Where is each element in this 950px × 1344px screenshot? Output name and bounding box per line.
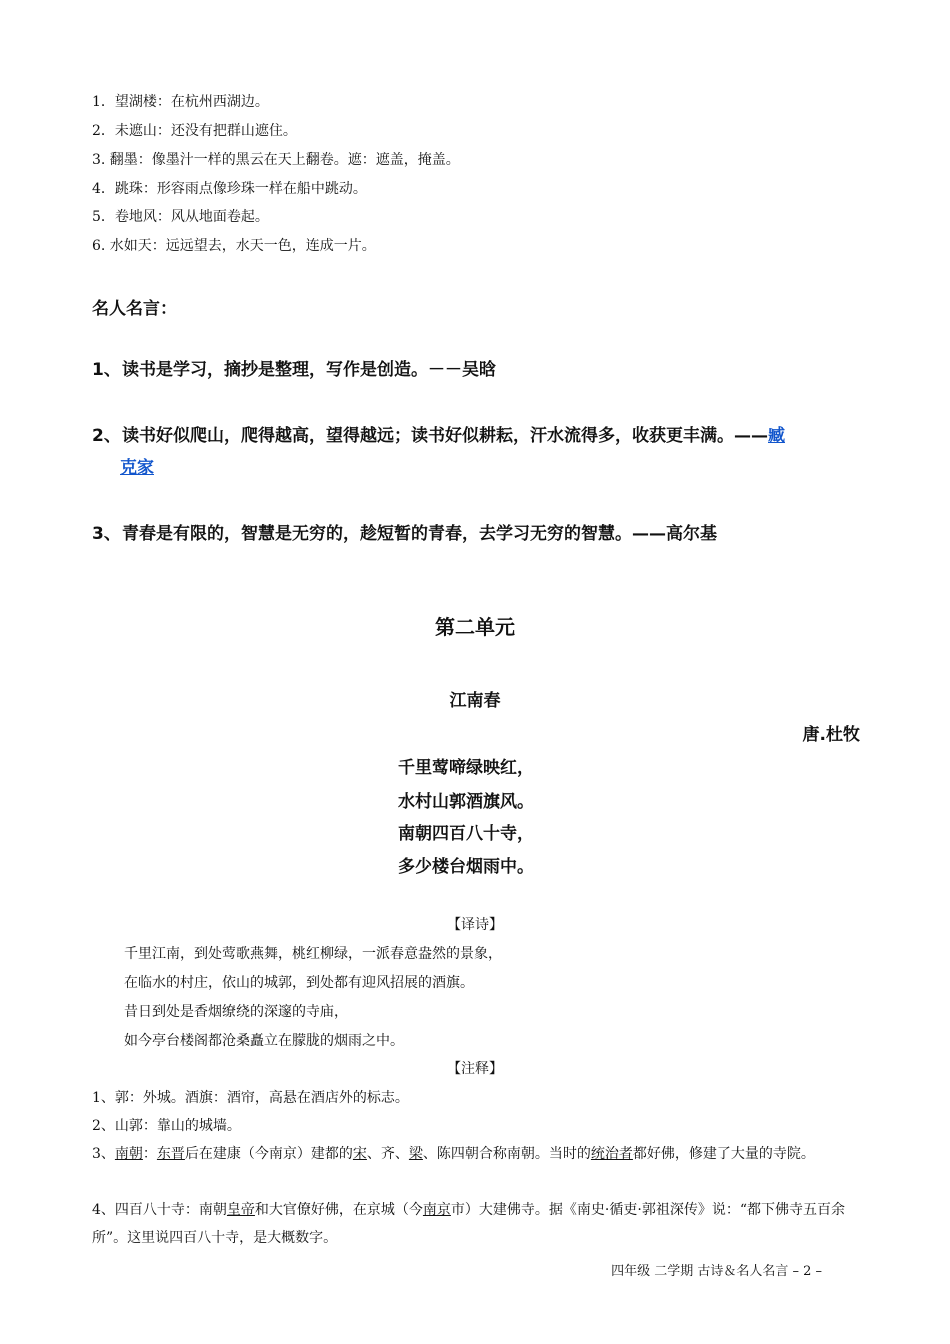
poem-author: 唐.杜牧 [802,725,860,745]
quote-number: 1、 [92,360,121,380]
annotation-3-text: 、齐、 [366,1146,409,1162]
translation-line-3: 昔日到处是香烟缭绕的深邃的寺庙， [124,1004,348,1020]
quote-text: 读书是学习，摘抄是整理，写作是创造。－－吴晗 [122,360,496,380]
term-nanchao: 南朝 [114,1146,143,1162]
annotation-3 [92,1140,862,1168]
term-nanjing: 南京 [422,1202,451,1218]
translation-label: 【译诗】 [447,917,503,933]
annotation-3-text: 后在建康（今南京）建都的 [184,1146,353,1162]
author-link[interactable]: 臧 [768,426,785,446]
vocab-note-1: 1．望湖楼：在杭州西湖边。 [92,94,269,110]
translation-line-4: 如今亭台楼阁都沧桑矗立在朦胧的烟雨之中。 [124,1033,404,1049]
vocab-note-3: 3. 翻墨：像墨汁一样的黑云在天上翻卷。遮：遮盖，掩盖。 [92,152,460,168]
poem-title: 江南春 [449,691,501,711]
annotation-3-text: 、陈四朝合称南朝。当时的 [422,1146,591,1162]
quote-1 [92,354,872,386]
quote-number: 2、 [92,426,121,446]
annotation-3-text: 都好佛，修建了大量的寺院。 [632,1146,815,1162]
term-tongzhizhe: 统治者 [590,1146,633,1162]
annotation-4-text: 和大官僚好佛，在京城（今 [254,1202,423,1218]
vocab-note-2: 2．未遮山：还没有把群山遮住。 [92,123,297,139]
quote-text: 青春是有限的，智慧是无穷的，趁短暂的青春，去学习无穷的智慧。——高尔基 [122,524,717,544]
translation-line-2: 在临水的村庄，依山的城郭，到处都有迎风招展的酒旗。 [124,975,474,991]
poem-line-1: 千里莺啼绿映红， [398,758,534,778]
annotation-2: 2、山郭：靠山的城墙。 [92,1118,241,1134]
translation-line-1: 千里江南，到处莺歌燕舞，桃红柳绿，一派春意盎然的景象， [124,946,502,962]
annotations-label: 【注释】 [447,1061,503,1077]
quote-3 [92,518,872,550]
annotation-4 [92,1196,862,1252]
annotation-4-text: 市）大建佛寺。据《南史·循吏·郭祖深传》说：“都下佛寺五百余所”。这里说四百八十寺，是大概数字。 [92,1202,845,1246]
term-dongjin: 东晋 [156,1146,185,1162]
poem-line-3: 南朝四百八十寺， [398,824,534,844]
term-liang: 梁 [408,1146,423,1162]
vocab-note-6: 6. 水如天：远远望去，水天一色，连成一片。 [92,238,376,254]
annotation-3-text: ： [142,1146,157,1162]
vocab-note-4: 4．跳珠：形容雨点像珍珠一样在船中跳动。 [92,181,367,197]
unit-title: 第二单元 [435,615,515,639]
annotation-3-text: 3、 [92,1146,115,1162]
term-huangdi: 皇帝 [226,1202,255,1218]
annotation-4-text: 4、四百八十寺：南朝 [92,1202,227,1218]
quote-number: 3、 [92,524,121,544]
poem-line-4: 多少楼台烟雨中。 [398,857,534,877]
author-link-continued[interactable]: 克家 [120,458,154,478]
quote-2 [92,420,872,452]
vocab-note-5: 5．卷地风：风从地面卷起。 [92,209,269,225]
term-song: 宋 [352,1146,367,1162]
quote-text: 读书好似爬山，爬得越高，望得越远；读书好似耕耘，汗水流得多，收获更丰满。—— [122,426,768,446]
annotation-1: 1、郭：外城。酒旗：酒帘，高悬在酒店外的标志。 [92,1090,409,1106]
page-footer: 四年级 二学期 古诗＆名人名言 – 2 – [611,1264,822,1279]
poem-line-2: 水村山郭酒旗风。 [398,792,534,812]
quotes-heading: 名人名言： [92,299,177,319]
quote-2-continuation [120,452,154,484]
